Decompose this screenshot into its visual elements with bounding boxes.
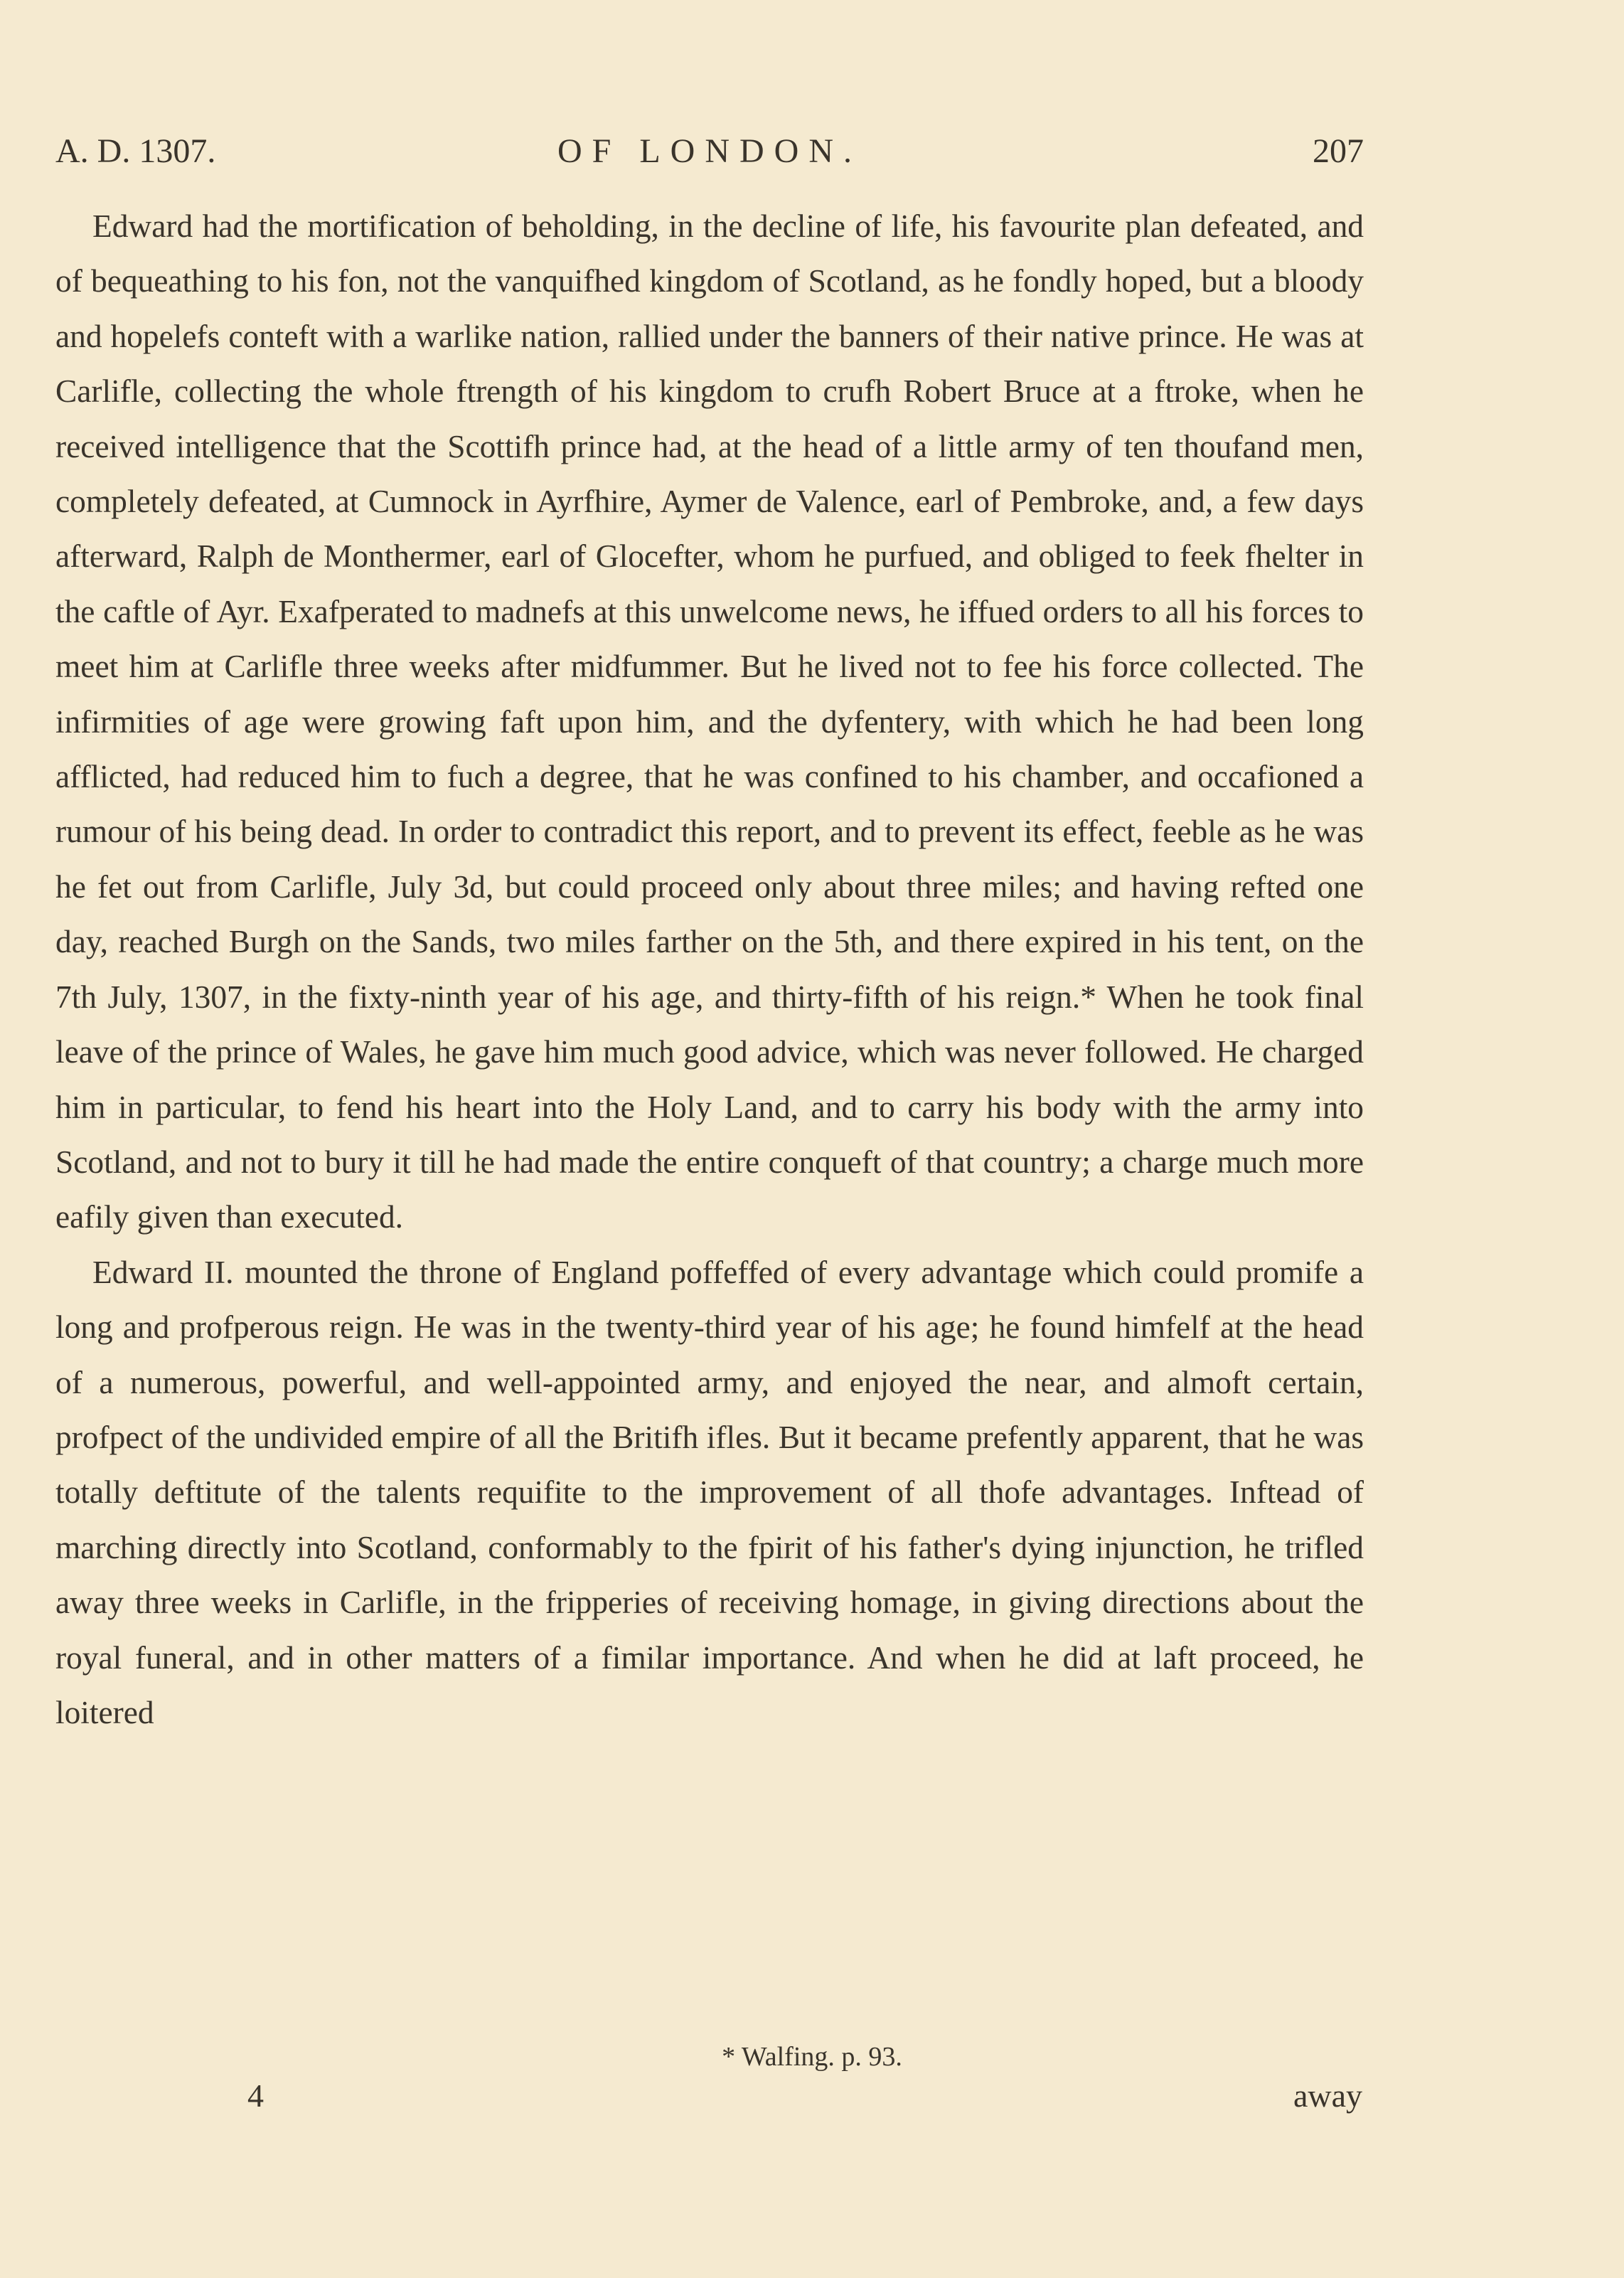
header-year: A. D. 1307.	[55, 132, 216, 170]
header-title: OF LONDON.	[557, 132, 862, 170]
catchword: away	[1293, 2077, 1362, 2114]
paragraph-1: Edward had the mortification of beholding, in the decline of life, his favourite plan defeated, and of bequeathing to his fon, not the vanquifhed kingdom of Scotland, as he fondly hoped, but a bloody and hopelefs conteft with a warlike nation, rallied under the banners of their native prince. He was at Carlifle, collecting the whole ftrength of his kingdom to crufh Robert Bruce at a ftroke, when he received intelligence that the Scottifh prince had, at the head of a little army of ten thoufand men, completely defeated, at Cumnock in Ayrfhire, Aymer de Valence, earl of Pembroke, and, a few days afterward, Ralph de Monthermer, earl of Glocefter, whom he purfued, and obliged to feek fhelter in the caftle of Ayr. Exafperated to madnefs at this unwelcome news, he iffued orders to all his forces to meet him at Carlifle three weeks after midfummer. But he lived not to fee his force collected. The infirmities of age were growing faft upon him, and the dyfentery, with which he had been long afflicted, had reduced him to fuch a degree, that he was confined to his chamber, and occafioned a rumour of his being dead. In order to contradict this report, and to prevent its effect, feeble as he was he fet out from Carlifle, July 3d, but could proceed only about three miles; and having refted one day, reached Burgh on the Sands, two miles farther on the 5th, and there expired in his tent, on the 7th July, 1307, in the fixty-ninth year of his age, and thirty-fifth of his reign.* When he took final leave of the prince of Wales, he gave him much good advice, which was never followed. He charged him in particular, to fend his heart into the Holy Land, and to carry his body with the army into Scotland, and not to bury it till he had made the entire conqueft of that country; a charge much more eafily given than executed.	[55, 208, 1364, 1235]
page-number: 207	[1313, 132, 1364, 170]
footnote: * Walfing. p. 93.	[722, 2042, 902, 2072]
paragraph-2: Edward II. mounted the throne of England poffeffed of every advantage which could promife a long and profperous reign. He was in the twenty-third year of his age; he found himfelf at the head of a numerous, powerful, and well-appointed army, and enjoyed the near, and almoft certain, profpect of the undivided empire of all the Britifh ifles. But it became prefently apparent, that he was totally deftitute of the talents requifite to the improvement of all thofe advantages. Inftead of marching directly into Scotland, conformably to the fpirit of his father's dying injunction, he trifled away three weeks in Carlifle, in the fripperies of receiving homage, in giving directions about the royal funeral, and in other matters of a fimilar importance. And when he did at laft proceed, he loitered	[55, 1254, 1364, 1730]
body-text	[55, 199, 1364, 1740]
signature-mark: 4	[247, 2077, 264, 2114]
running-header	[55, 127, 1364, 176]
